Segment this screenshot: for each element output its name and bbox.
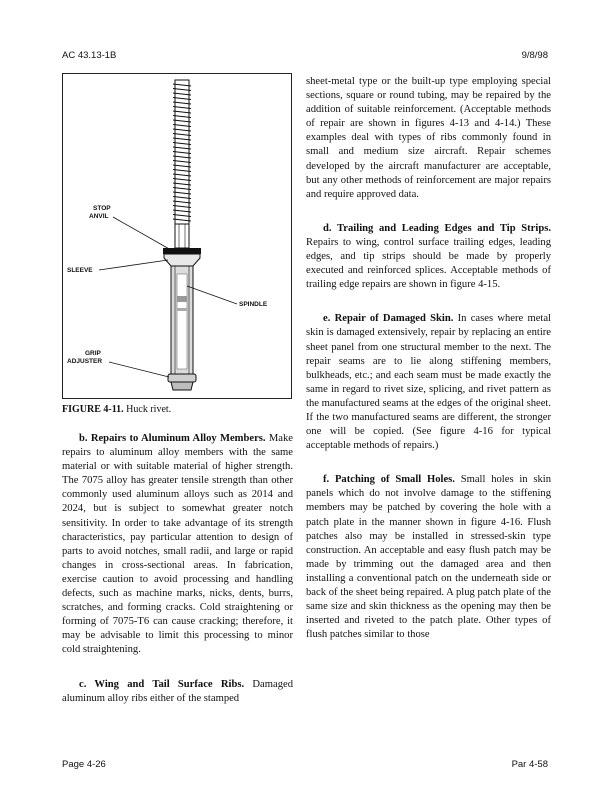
pintail-grooves: [173, 80, 191, 224]
leader-sleeve: [99, 260, 168, 270]
text-b: Make repairs to aluminum alloy members with the same material or with suitable material of higher strength. The 7075 alloy has greater tensile strength than other commonly used aluminum alloys such as 2014 and 2024, but is subject to somewhat greater notch sensitivity. In order to take advantage of its strength characteristics, pay particular attention to design of parts to avoid notches, small radii, and large or rapid changes in cross-sectional areas. In fabrication, exercise caution to avoid processing and handling defects, such as machine marks, nicks, dents, burrs, scratches, and forming cracks. Cold straightening or forming of 7075-T6 can cause cracking; therefore, it may be advisable to limit this processing to minor cold straightening.: [62, 433, 293, 656]
leader-spindle: [187, 286, 237, 304]
label-spindle: SPINDLE: [239, 301, 268, 308]
text-e: In cases where metal skin is damaged extensively, repair by replacing an entire sheet panel from one structural member to the next. The repair seams are to lie along stiffening members, bulkheads, etc.; and each seam must be made exactly the same in regard to rivet size, splicing, and rivet pattern as the manufactured seams at the edges of the original sheet. If the two manufactured seams are different, the stronger one will be copied. (See figure 4-16 for typical acceptable methods of repairs.): [306, 313, 551, 452]
left-column: [62, 432, 293, 726]
paragraph-e: [306, 312, 551, 453]
huck-rivet-drawing: [63, 74, 293, 400]
heading-b: b. Repairs to Aluminum Alloy Members.: [79, 433, 266, 444]
heading-d: d. Trailing and Leading Edges and Tip Strips.: [323, 222, 551, 234]
heading-c: c. Wing and Tail Surface Ribs.: [79, 678, 245, 690]
grip-adjuster: [168, 374, 196, 382]
header-date: 9/8/98: [521, 50, 548, 61]
leader-stop-anvil: [113, 217, 171, 250]
heading-e: e. Repair of Damaged Skin.: [323, 313, 454, 325]
figure-huck-rivet: [62, 73, 292, 399]
spindle-shaft: [175, 224, 189, 248]
sleeve-head: [164, 254, 200, 266]
right-column: [306, 75, 551, 662]
leader-grip-adjuster: [109, 362, 169, 377]
figure-caption: [62, 404, 171, 415]
paragraph-c-continued: sheet-metal type or the built-up type employing special sections, square or round tubing, may be repaired by the addition of suitable reinforcement. (Acceptable methods of repair are shown in figures 4-13 and 4-14.) These examples deal with types of ribs commonly found in small and medium size aircraft. Repair schemes developed by the aircraft manufacturer are acceptable, but any other methods of reinforcement are major repairs and require approved data.: [306, 76, 551, 200]
label-grip: GRIP: [85, 350, 101, 357]
paragraph-c: [62, 678, 293, 706]
figure-caption-label: FIGURE 4-11.: [62, 404, 124, 415]
figure-caption-text: Huck rivet.: [123, 404, 172, 415]
text-c: Damaged aluminum alloy ribs either of the stamped: [62, 678, 293, 704]
header-doc-id: AC 43.13-1B: [62, 50, 117, 61]
text-d: Repairs to wing, control surface trailing edges, leading edges, and tip strips should be made by properly executed and reinforced splices. Acceptable methods of trailing edge repairs are shown in figure 4-15.: [306, 236, 551, 291]
paragraph-f: [306, 473, 551, 642]
footer-page-number: Page 4-26: [62, 759, 106, 770]
label-adjuster: ADJUSTER: [67, 358, 103, 365]
footer-paragraph-ref: Par 4-58: [511, 759, 548, 770]
text-f: Small holes in skin panels which do not involve damage to the stiffening members may be patched by covering the hole with a patch plate in the manner shown in figure 4-16. Flush patches also may be installed in stressed-skin type construction. An acceptable and easy flush patch may be made by trimming out the damaged area and then installing a conventional patch on the underneath side or back of the sheet being repaired. A plug patch plate of the same size and skin thickness as the opening may then be inserted and riveted to the patch plate. Other types of flush patches similar to those: [306, 474, 551, 641]
paragraph-b: [62, 432, 293, 658]
label-anvil: ANVIL: [89, 213, 109, 220]
label-sleeve: SLEEVE: [67, 267, 93, 274]
heading-f: f. Patching of Small Holes.: [323, 474, 455, 486]
label-stop: STOP: [93, 205, 111, 212]
spindle: [177, 274, 187, 369]
paragraph-d: [306, 222, 551, 292]
